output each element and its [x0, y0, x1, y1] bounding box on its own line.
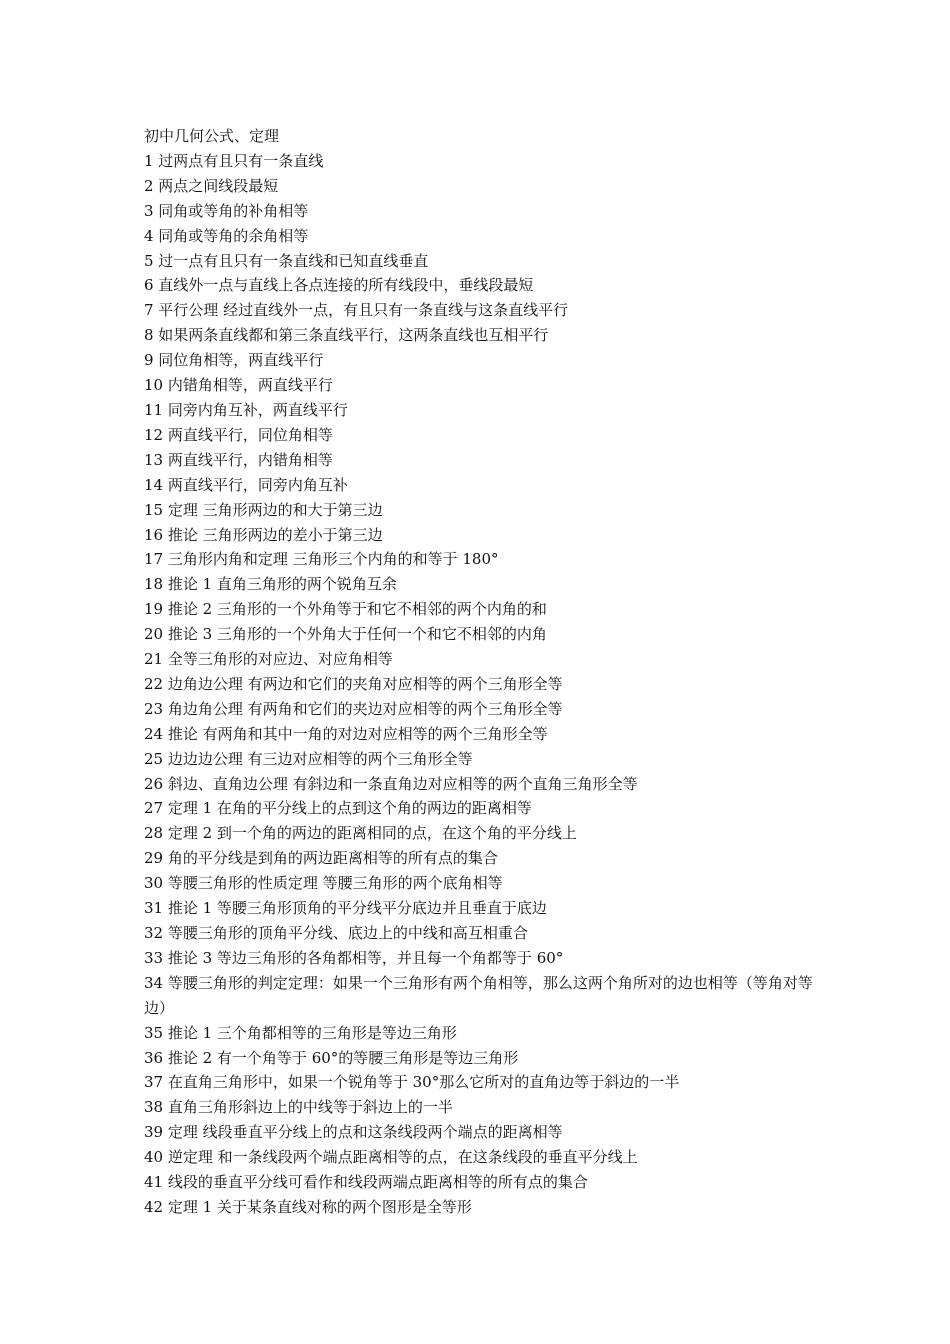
- theorem-line-23: 23 角边角公理 有两角和它们的夹边对应相等的两个三角形全等: [144, 699, 563, 718]
- theorem-line-14: 14 两直线平行，同旁内角互补: [144, 475, 348, 494]
- theorem-line-17: 17 三角形内角和定理 三角形三个内角的和等于 180°: [144, 550, 499, 569]
- theorem-line-28: 28 定理 2 到一个角的两边的距离相同的点，在这个角的平分线上: [144, 824, 577, 843]
- theorem-line-24: 24 推论 有两角和其中一角的对边对应相等的两个三角形全等: [144, 724, 548, 743]
- theorem-line-5: 5 过一点有且只有一条直线和已知直线垂直: [144, 251, 429, 270]
- theorem-line-15: 15 定理 三角形两边的和大于第三边: [144, 500, 383, 519]
- theorem-line-34: 34 等腰三角形的判定定理：如果一个三角形有两个角相等，那么这两个角所对的边也相等（等角对等边）: [144, 973, 813, 1017]
- theorem-line-39: 39 定理 线段垂直平分线上的点和这条线段两个端点的距离相等: [144, 1123, 563, 1142]
- theorem-line-11: 11 同旁内角互补，两直线平行: [144, 400, 348, 419]
- theorem-line-33: 33 推论 3 等边三角形的各角都相等，并且每一个角都等于 60°: [144, 948, 564, 967]
- theorem-line-2: 2 两点之间线段最短: [144, 176, 279, 195]
- theorem-line-41: 41 线段的垂直平分线可看作和线段两端点距离相等的所有点的集合: [144, 1173, 588, 1192]
- theorem-line-22: 22 边角边公理 有两边和它们的夹角对应相等的两个三角形全等: [144, 674, 563, 693]
- theorem-line-40: 40 逆定理 和一条线段两个端点距离相等的点，在这条线段的垂直平分线上: [144, 1148, 638, 1167]
- theorem-line-6: 6 直线外一点与直线上各点连接的所有线段中，垂线段最短: [144, 276, 534, 295]
- theorem-line-4: 4 同角或等角的余角相等: [144, 226, 309, 245]
- theorem-line-12: 12 两直线平行，同位角相等: [144, 425, 333, 444]
- theorem-line-32: 32 等腰三角形的顶角平分线、底边上的中线和高互相重合: [144, 924, 528, 942]
- theorem-line-21: 21 全等三角形的对应边、对应角相等: [144, 650, 393, 669]
- theorem-line-42: 42 定理 1 关于某条直线对称的两个图形是全等形: [144, 1197, 472, 1216]
- theorem-line-3: 3 同角或等角的补角相等: [144, 201, 309, 220]
- theorem-line-26: 26 斜边、直角边公理 有斜边和一条直角边对应相等的两个直角三角形全等: [144, 774, 638, 793]
- theorem-line-7: 7 平行公理 经过直线外一点，有且只有一条直线与这条直线平行: [144, 301, 569, 320]
- theorem-line-16: 16 推论 三角形两边的差小于第三边: [144, 525, 383, 544]
- theorem-line-9: 9 同位角相等，两直线平行: [144, 351, 324, 370]
- theorem-line-38: 38 直角三角形斜边上的中线等于斜边上的一半: [144, 1098, 453, 1117]
- document-title: 初中几何公式、定理: [144, 127, 280, 145]
- theorem-line-19: 19 推论 2 三角形的一个外角等于和它不相邻的两个内角的和: [144, 600, 547, 619]
- theorem-line-36: 36 推论 2 有一个角等于 60°的等腰三角形是等边三角形: [144, 1048, 519, 1067]
- theorem-line-25: 25 边边边公理 有三边对应相等的两个三角形全等: [144, 749, 473, 768]
- theorem-line-8: 8 如果两条直线都和第三条直线平行，这两条直线也互相平行: [144, 326, 549, 345]
- theorem-line-31: 31 推论 1 等腰三角形顶角的平分线平分底边并且垂直于底边: [144, 899, 547, 918]
- theorem-line-29: 29 角的平分线是到角的两边距离相等的所有点的集合: [144, 849, 498, 868]
- theorem-line-35: 35 推论 1 三个角都相等的三角形是等边三角形: [144, 1023, 457, 1042]
- theorem-line-30: 30 等腰三角形的性质定理 等腰三角形的两个底角相等: [144, 874, 503, 893]
- theorem-line-20: 20 推论 3 三角形的一个外角大于任何一个和它不相邻的内角: [144, 625, 547, 644]
- theorem-line-13: 13 两直线平行，内错角相等: [144, 450, 333, 469]
- theorem-line-10: 10 内错角相等，两直线平行: [144, 376, 333, 395]
- theorem-line-18: 18 推论 1 直角三角形的两个锐角互余: [144, 575, 397, 594]
- theorem-line-27: 27 定理 1 在角的平分线上的点到这个角的两边的距离相等: [144, 799, 532, 818]
- theorem-line-1: 1 过两点有且只有一条直线: [144, 151, 324, 170]
- document-body: [144, 124, 824, 1220]
- theorem-line-37: 37 在直角三角形中，如果一个锐角等于 30°那么它所对的直角边等于斜边的一半: [144, 1073, 680, 1092]
